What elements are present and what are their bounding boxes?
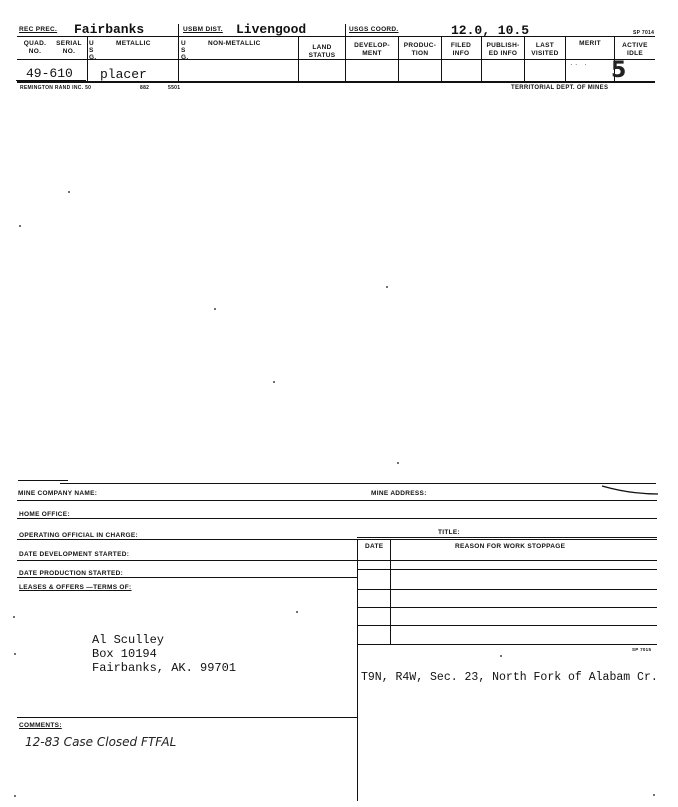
divider-6 [441, 37, 442, 81]
speck [653, 794, 655, 796]
rule-tick [18, 480, 68, 481]
rule-1 [17, 500, 657, 501]
col-land-status: LAND STATUS [308, 44, 336, 59]
address-line-3: Fairbanks, AK. 99701 [92, 661, 237, 675]
reason-rule-1 [357, 589, 657, 590]
speck [386, 286, 388, 288]
date-col-label: DATE [365, 543, 384, 550]
col-production: PRODUC-TION [403, 42, 437, 57]
row-metallic: placer [100, 67, 147, 82]
usgs-coord-value: 12.0, 10.5 [451, 23, 530, 38]
speck [19, 225, 21, 227]
printer-mark: REMINGTON RAND INC. 50 [20, 85, 92, 91]
form-number-2: SP 7015 [632, 647, 652, 652]
col-active-idle: ACTIVE IDLE [622, 42, 648, 57]
operating-official-label: OPERATING OFFICIAL IN CHARGE: [19, 532, 138, 539]
rule-5b [357, 569, 657, 570]
divider-8 [524, 37, 525, 81]
col-published-info: PUBLISH-ED INFO [486, 42, 520, 57]
row-number-underline [16, 80, 86, 81]
usbm-dist-value: Livengood [236, 22, 307, 37]
rec-prec-value: Fairbanks [74, 22, 145, 37]
mine-company-name-label: MINE COMPANY NAME: [18, 490, 98, 497]
home-office-label: HOME OFFICE: [19, 511, 70, 518]
reason-rule-4 [357, 644, 657, 645]
divider-2 [345, 24, 346, 81]
title-label: TITLE: [438, 529, 461, 536]
rule-3 [17, 539, 657, 540]
speck [68, 191, 70, 193]
speck [14, 795, 16, 797]
printer-code-1: 882 [140, 85, 150, 91]
usgs-coord-label: USGS COORD. [349, 26, 399, 33]
location-text: T9N, R4W, Sec. 23, North Fork of Alabam Cr. [361, 671, 658, 684]
divider-4 [298, 37, 299, 81]
col-serial-no: SERIAL NO. [56, 40, 82, 55]
mine-address-label: MINE ADDRESS: [371, 490, 427, 497]
speck [296, 611, 298, 613]
speck [500, 655, 502, 657]
reason-rule-3 [357, 625, 657, 626]
col-metallic: METALLIC [116, 40, 151, 47]
divider-5 [398, 37, 399, 81]
dept-mark: TERRITORIAL DEPT. OF MINES [511, 85, 609, 91]
col-usg-nonmetallic: U S G. [181, 40, 189, 61]
pen-stroke [600, 482, 660, 498]
form-number: SP 7014 [633, 30, 655, 36]
row-number: 49-610 [26, 66, 73, 81]
divider-9 [565, 37, 566, 81]
date-prod-started-label: DATE PRODUCTION STARTED: [19, 570, 124, 577]
divider-3 [87, 37, 88, 81]
address-line-2: Box 10194 [92, 647, 157, 661]
speck [273, 381, 275, 383]
rec-prec-label: REC PREC. [19, 26, 58, 33]
date-dev-started-label: DATE DEVELOPMENT STARTED: [19, 551, 130, 558]
reason-col-label: REASON FOR WORK STOPPAGE [455, 543, 566, 550]
speck [14, 653, 16, 655]
comments-label: COMMENTS: [19, 722, 62, 729]
rule-2 [17, 518, 657, 519]
col-filed-info: FILED INFO [450, 42, 472, 57]
col-quad-no: QUAD. NO. [23, 40, 47, 55]
divider-7 [481, 37, 482, 81]
reason-rule-2 [357, 607, 657, 608]
merit-mark: 5 [611, 58, 627, 83]
rule-3b [357, 537, 657, 538]
rule-5 [17, 577, 357, 578]
col-merit: MERIT [579, 40, 601, 47]
speck [13, 616, 15, 618]
date-col-divider [390, 539, 391, 644]
col-non-metallic: NON-METALLIC [208, 40, 261, 47]
rule-comments [17, 717, 357, 718]
center-divider [357, 539, 358, 801]
speck [397, 462, 399, 464]
address-line-1: Al Sculley [92, 633, 165, 647]
col-usg-metallic: U S G. [89, 40, 97, 61]
leases-label: LEASES & OFFERS —TERMS OF: [19, 584, 132, 591]
rule-4 [17, 560, 657, 561]
col-development: DEVELOP-MENT [354, 42, 390, 57]
comments-handwritten: 12-83 Case Closed FTFAL [25, 735, 177, 749]
speck [214, 308, 216, 310]
divider-1 [178, 24, 179, 81]
merit-dots: · · · [570, 60, 587, 69]
printer-code-2: 5501 [168, 85, 181, 91]
usbm-dist-label: USBM DIST. [183, 26, 223, 33]
col-last-visited: LAST VISITED [531, 42, 559, 57]
rule-lower-top [60, 483, 656, 484]
